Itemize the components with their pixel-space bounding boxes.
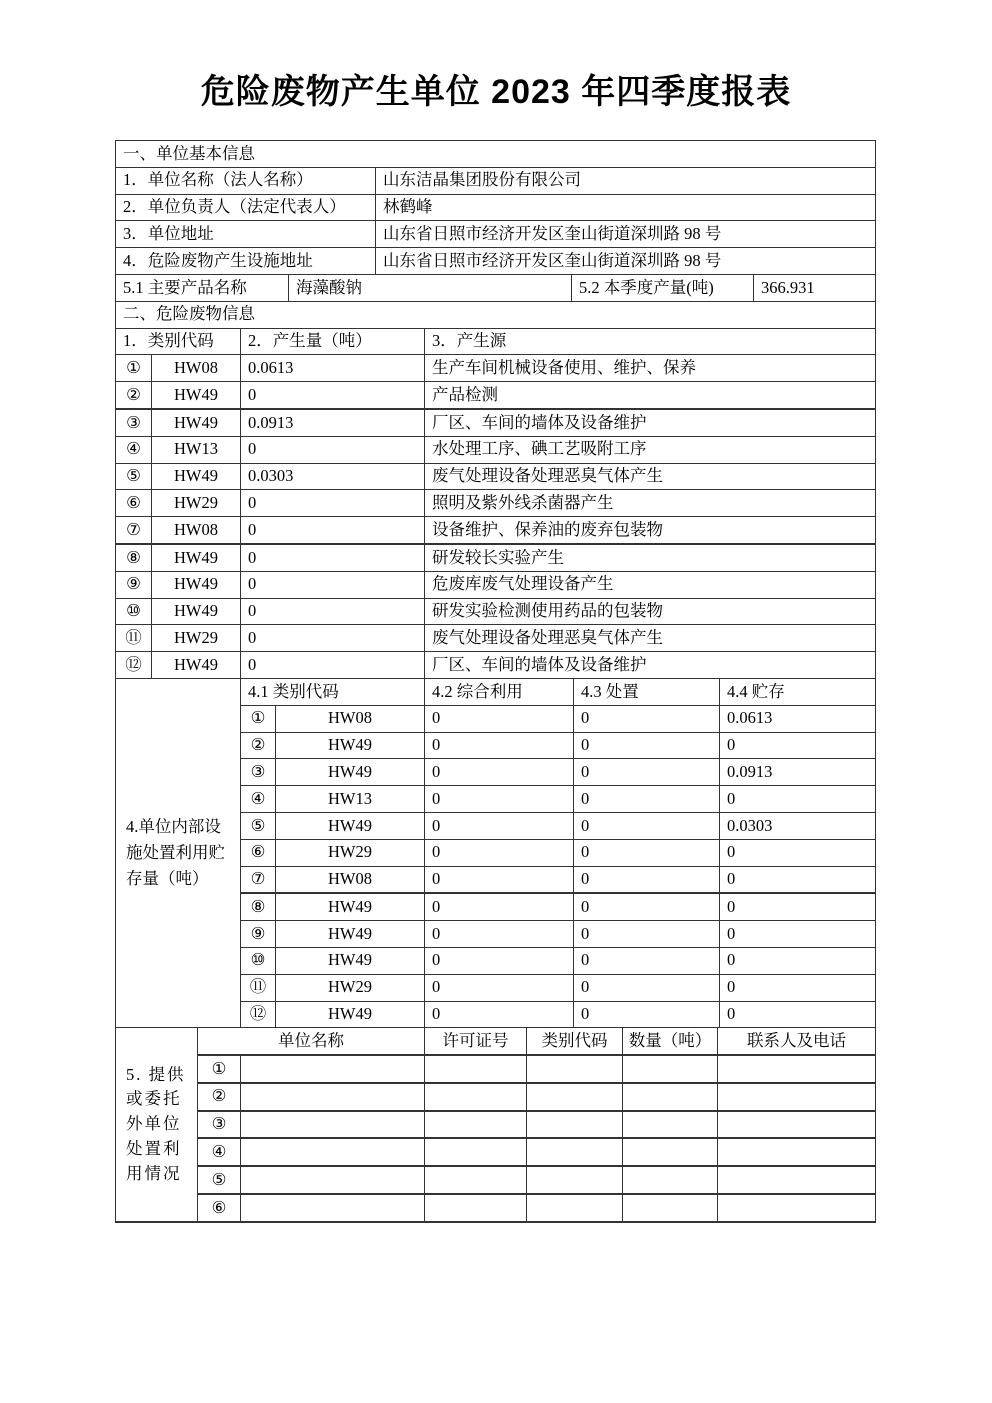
- row-index: ④: [198, 1138, 241, 1166]
- waste-row: [116, 382, 876, 409]
- waste-code: HW49: [276, 893, 425, 920]
- permit-no-cell: [425, 1138, 527, 1166]
- unit-name-cell: [241, 1111, 425, 1139]
- waste-code: HW49: [152, 571, 241, 598]
- quantity-header: 数量（吨）: [623, 1028, 718, 1055]
- row-index: ③: [241, 759, 276, 786]
- row-index: ⑤: [116, 463, 152, 490]
- row-index: ⑪: [116, 625, 152, 652]
- utilization-value: 0: [425, 812, 574, 839]
- waste-code: HW49: [276, 1001, 425, 1028]
- code-cell: [527, 1111, 623, 1139]
- basic-info-table: [115, 140, 876, 302]
- permit-no-header: 许可证号: [425, 1028, 527, 1055]
- waste-code: HW49: [276, 921, 425, 948]
- row-index: ④: [241, 786, 276, 813]
- utilization-value: 0: [425, 974, 574, 1001]
- waste-row: [116, 652, 876, 679]
- disposal-value: 0: [574, 759, 720, 786]
- permit-no-cell: [425, 1166, 527, 1194]
- waste-code: HW29: [152, 625, 241, 652]
- utilization-value: 0: [425, 705, 574, 732]
- unit-name-header: 单位名称: [198, 1028, 425, 1055]
- storage-value: 0: [720, 1001, 876, 1028]
- storage-value: 0: [720, 947, 876, 974]
- row-index: ③: [116, 409, 152, 436]
- quantity-cell: [623, 1194, 718, 1222]
- waste-code: HW08: [152, 355, 241, 382]
- external-row: [116, 1194, 876, 1222]
- waste-source: 废气处理设备处理恶臭气体产生: [425, 625, 876, 652]
- row-index: ⑪: [241, 974, 276, 1001]
- contact-cell: [718, 1083, 876, 1111]
- waste-source: 产品检测: [425, 382, 876, 409]
- contact-cell: [718, 1111, 876, 1139]
- storage-value: 0: [720, 893, 876, 920]
- unit-head-label: 2．单位负责人（法定代表人）: [116, 194, 376, 221]
- external-row: [116, 1166, 876, 1194]
- section4-label: 4.单位内部设施处置利用贮存量（吨）: [116, 678, 241, 1027]
- permit-no-cell: [425, 1111, 527, 1139]
- unit-head-value: 林鹤峰: [376, 194, 876, 221]
- disposal-value: 0: [574, 974, 720, 1001]
- quantity-cell: [623, 1166, 718, 1194]
- disposal-value: 0: [574, 732, 720, 759]
- waste-amount: 0: [241, 517, 425, 544]
- permit-no-cell: [425, 1055, 527, 1083]
- disposal-value: 0: [574, 921, 720, 948]
- waste-source: 生产车间机械设备使用、维护、保养: [425, 355, 876, 382]
- source-header: 3．产生源: [425, 328, 876, 355]
- unit-name-value: 山东洁晶集团股份有限公司: [376, 167, 876, 194]
- disposal-value: 0: [574, 812, 720, 839]
- waste-code: HW49: [152, 652, 241, 679]
- storage-header: 4.4 贮存: [720, 678, 876, 705]
- waste-code: HW49: [276, 759, 425, 786]
- waste-row: [116, 463, 876, 490]
- waste-amount: 0.0613: [241, 355, 425, 382]
- page-title: 危险废物产生单位 2023 年四季度报表: [200, 73, 792, 111]
- waste-row: [116, 517, 876, 544]
- code-cell: [527, 1166, 623, 1194]
- code-cell: [527, 1194, 623, 1222]
- quarter-output-label: 5.2 本季度产量(吨): [572, 274, 754, 301]
- disposal-value: 0: [574, 947, 720, 974]
- waste-amount: 0: [241, 490, 425, 517]
- waste-code: HW29: [276, 974, 425, 1001]
- waste-code: HW49: [276, 732, 425, 759]
- waste-row: [116, 625, 876, 652]
- facility-address-label: 4．危险废物产生设施地址: [116, 248, 376, 275]
- waste-amount: 0: [241, 544, 425, 571]
- disposal-value: 0: [574, 1001, 720, 1028]
- external-row: [116, 1111, 876, 1139]
- row-index: ②: [198, 1083, 241, 1111]
- unit-name-cell: [241, 1166, 425, 1194]
- product-name-label: 5.1 主要产品名称: [116, 274, 289, 301]
- waste-source: 研发较长实验产生: [425, 544, 876, 571]
- quantity-cell: [623, 1083, 718, 1111]
- storage-value: 0.0613: [720, 705, 876, 732]
- row-index: ④: [116, 436, 152, 463]
- row-index: ⑫: [241, 1001, 276, 1028]
- waste-source: 危废库废气处理设备产生: [425, 571, 876, 598]
- contact-cell: [718, 1166, 876, 1194]
- section5-label: 5. 提供或委托外单位处置利用情况: [116, 1028, 198, 1222]
- waste-code: HW49: [152, 382, 241, 409]
- quantity-cell: [623, 1111, 718, 1139]
- waste-source: 厂区、车间的墙体及设备维护: [425, 409, 876, 436]
- internal-facility-table: [115, 678, 876, 1028]
- utilization-value: 0: [425, 1001, 574, 1028]
- waste-amount: 0: [241, 625, 425, 652]
- waste-source: 照明及紫外线杀菌器产生: [425, 490, 876, 517]
- waste-code: HW49: [152, 463, 241, 490]
- waste-code: HW08: [276, 705, 425, 732]
- disposal-value: 0: [574, 893, 720, 920]
- row-index: ⑦: [241, 866, 276, 893]
- table-row: [116, 274, 876, 301]
- row-index: ①: [198, 1055, 241, 1083]
- storage-value: 0: [720, 866, 876, 893]
- row-index: ③: [198, 1111, 241, 1139]
- code-cell: [527, 1138, 623, 1166]
- storage-value: 0.0303: [720, 812, 876, 839]
- waste-code: HW13: [276, 786, 425, 813]
- waste-info-table: [115, 301, 876, 679]
- storage-value: 0: [720, 786, 876, 813]
- code-header: 1．类别代码: [116, 328, 241, 355]
- row-index: ⑥: [241, 839, 276, 866]
- internal-header-row: [116, 678, 876, 705]
- waste-amount: 0.0913: [241, 409, 425, 436]
- unit-address-label: 3．单位地址: [116, 221, 376, 248]
- disposal-value: 0: [574, 839, 720, 866]
- disposal-value: 0: [574, 786, 720, 813]
- waste-row: [116, 544, 876, 571]
- waste-code: HW13: [152, 436, 241, 463]
- waste-row: [116, 409, 876, 436]
- utilization-value: 0: [425, 839, 574, 866]
- waste-amount: 0.0303: [241, 463, 425, 490]
- waste-row: [116, 490, 876, 517]
- quantity-cell: [623, 1055, 718, 1083]
- waste-source: 设备维护、保养油的废弃包装物: [425, 517, 876, 544]
- waste-row: [116, 436, 876, 463]
- code-cell: [527, 1055, 623, 1083]
- waste-code: HW49: [152, 544, 241, 571]
- storage-value: 0: [720, 974, 876, 1001]
- code-header: 4.1 类别代码: [241, 678, 425, 705]
- waste-code: HW49: [152, 598, 241, 625]
- waste-code: HW29: [152, 490, 241, 517]
- utilization-value: 0: [425, 759, 574, 786]
- row-index: ②: [116, 382, 152, 409]
- row-index: ⑤: [241, 812, 276, 839]
- row-index: ⑨: [241, 921, 276, 948]
- waste-row: [116, 598, 876, 625]
- waste-source: 废气处理设备处理恶臭气体产生: [425, 463, 876, 490]
- table-row: [116, 167, 876, 194]
- waste-code: HW49: [276, 947, 425, 974]
- storage-value: 0: [720, 921, 876, 948]
- waste-row: [116, 355, 876, 382]
- row-index: ⑧: [116, 544, 152, 571]
- waste-amount: 0: [241, 436, 425, 463]
- external-row: [116, 1055, 876, 1083]
- row-index: ①: [241, 705, 276, 732]
- row-index: ⑧: [241, 893, 276, 920]
- unit-name-cell: [241, 1083, 425, 1111]
- product-name-value: 海藻酸钠: [289, 274, 572, 301]
- contact-header: 联系人及电话: [718, 1028, 876, 1055]
- row-index: ⑥: [198, 1194, 241, 1222]
- unit-name-cell: [241, 1055, 425, 1083]
- external-header-row: [116, 1028, 876, 1055]
- row-index: ⑩: [241, 947, 276, 974]
- permit-no-cell: [425, 1194, 527, 1222]
- waste-code: HW08: [152, 517, 241, 544]
- external-disposal-table: [115, 1027, 876, 1223]
- waste-amount: 0: [241, 382, 425, 409]
- quarter-output-value: 366.931: [754, 274, 876, 301]
- waste-source: 水处理工序、碘工艺吸附工序: [425, 436, 876, 463]
- permit-no-cell: [425, 1083, 527, 1111]
- waste-code: HW08: [276, 866, 425, 893]
- storage-value: 0.0913: [720, 759, 876, 786]
- table-row: [116, 221, 876, 248]
- utilization-header: 4.2 综合利用: [425, 678, 574, 705]
- code-header: 类别代码: [527, 1028, 623, 1055]
- external-row: [116, 1138, 876, 1166]
- row-index: ①: [116, 355, 152, 382]
- waste-code: HW49: [276, 812, 425, 839]
- contact-cell: [718, 1138, 876, 1166]
- external-row: [116, 1083, 876, 1111]
- row-index: ⑦: [116, 517, 152, 544]
- waste-header-row: [116, 328, 876, 355]
- utilization-value: 0: [425, 732, 574, 759]
- section1-heading: 一、单位基本信息: [116, 141, 876, 168]
- amount-header: 2．产生量（吨）: [241, 328, 425, 355]
- waste-source: 厂区、车间的墙体及设备维护: [425, 652, 876, 679]
- code-cell: [527, 1083, 623, 1111]
- section2-heading: 二、危险废物信息: [116, 301, 876, 328]
- utilization-value: 0: [425, 947, 574, 974]
- facility-address-value: 山东省日照市经济开发区奎山街道深圳路 98 号: [376, 248, 876, 275]
- row-index: ②: [241, 732, 276, 759]
- disposal-header: 4.3 处置: [574, 678, 720, 705]
- disposal-value: 0: [574, 866, 720, 893]
- unit-name-label: 1．单位名称（法人名称）: [116, 167, 376, 194]
- waste-amount: 0: [241, 652, 425, 679]
- utilization-value: 0: [425, 786, 574, 813]
- waste-row: [116, 571, 876, 598]
- utilization-value: 0: [425, 866, 574, 893]
- row-index: ⑤: [198, 1166, 241, 1194]
- disposal-value: 0: [574, 705, 720, 732]
- waste-source: 研发实验检测使用药品的包装物: [425, 598, 876, 625]
- waste-code: HW29: [276, 839, 425, 866]
- waste-code: HW49: [152, 409, 241, 436]
- waste-amount: 0: [241, 571, 425, 598]
- row-index: ⑥: [116, 490, 152, 517]
- utilization-value: 0: [425, 893, 574, 920]
- table-row: [116, 248, 876, 275]
- table-row: [116, 194, 876, 221]
- row-index: ⑫: [116, 652, 152, 679]
- storage-value: 0: [720, 839, 876, 866]
- quantity-cell: [623, 1138, 718, 1166]
- row-index: ⑩: [116, 598, 152, 625]
- utilization-value: 0: [425, 921, 574, 948]
- unit-name-cell: [241, 1194, 425, 1222]
- unit-name-cell: [241, 1138, 425, 1166]
- contact-cell: [718, 1055, 876, 1083]
- row-index: ⑨: [116, 571, 152, 598]
- storage-value: 0: [720, 732, 876, 759]
- unit-address-value: 山东省日照市经济开发区奎山街道深圳路 98 号: [376, 221, 876, 248]
- waste-amount: 0: [241, 598, 425, 625]
- report-form: [115, 140, 875, 1223]
- contact-cell: [718, 1194, 876, 1222]
